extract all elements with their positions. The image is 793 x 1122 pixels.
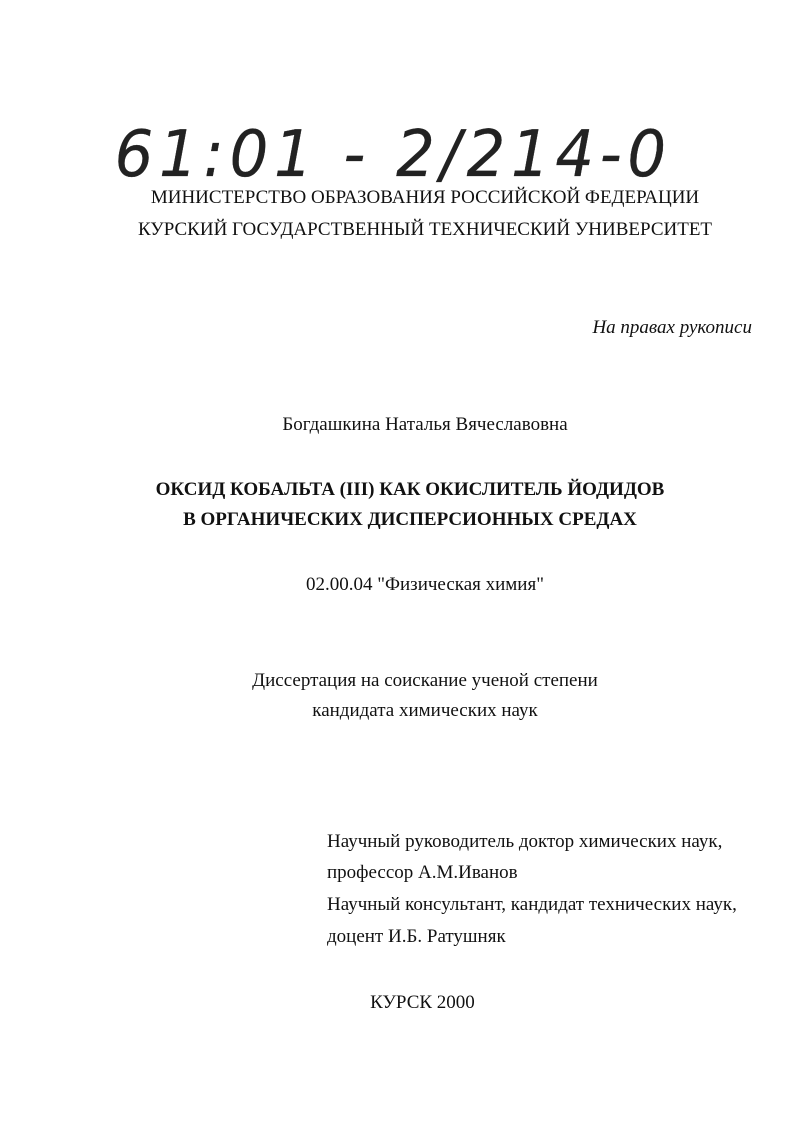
- ministry-heading: МИНИСТЕРСТВО ОБРАЗОВАНИЯ РОССИЙСКОЙ ФЕДЕРАЦИИ: [150, 187, 700, 208]
- degree-line-1: Диссертация на соискание ученой степени: [252, 670, 598, 691]
- advisor-line-3: Научный консультант, кандидат технических наук,: [327, 894, 737, 915]
- specialty: 02.00.04 "Физическая химия": [306, 574, 544, 595]
- advisor-line-1: Научный руководитель доктор химических наук,: [327, 831, 723, 852]
- city-year: КУРСК 2000: [370, 992, 475, 1013]
- title-line-1: ОКСИД КОБАЛЬТА (III) КАК ОКИСЛИТЕЛЬ ЙОДИДОВ: [155, 479, 665, 500]
- advisor-line-2: профессор А.М.Иванов: [327, 862, 518, 883]
- title-line-2: В ОРГАНИЧЕСКИХ ДИСПЕРСИОННЫХ СРЕДАХ: [183, 509, 637, 530]
- university-heading: КУРСКИЙ ГОСУДАРСТВЕННЫЙ ТЕХНИЧЕСКИЙ УНИВЕРСИТЕТ: [137, 219, 713, 240]
- author-name: Богдашкина Наталья Вячеславовна: [282, 414, 568, 435]
- degree-line-2: кандидата химических наук: [312, 700, 538, 721]
- handwritten-catalog-number: 61:01 - 2/214-0: [114, 118, 672, 192]
- advisor-line-4: доцент И.Б. Ратушняк: [327, 926, 506, 947]
- manuscript-note: На правах рукописи: [592, 317, 752, 338]
